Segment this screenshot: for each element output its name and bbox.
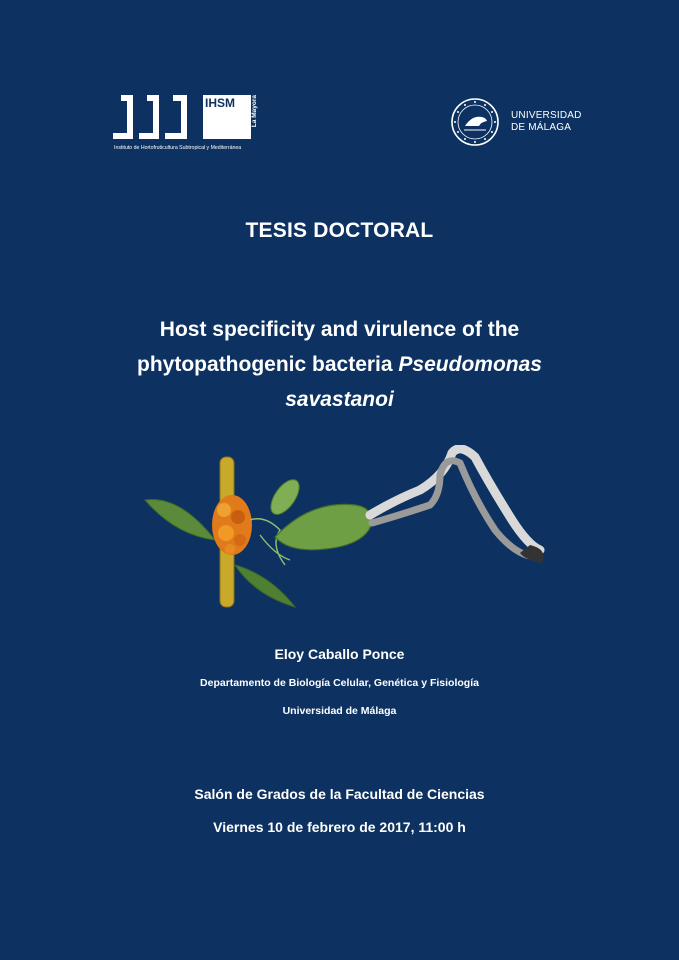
author-name: Eloy Caballo Ponce [274, 646, 405, 662]
thesis-illustration [140, 445, 550, 615]
department: Departamento de Biología Celular, Genética y Fisiología [200, 677, 479, 689]
document-type: TESIS DOCTORAL [245, 219, 434, 242]
ihsm-caption: Instituto de Hortofruticultura Subtropical y Mediterránea [114, 145, 242, 151]
title-line-2-prefix: phytopathogenic bacteria [137, 353, 393, 376]
olive-knot [212, 495, 252, 555]
dna-helix [370, 449, 540, 557]
title-line-2 [0, 347, 679, 382]
title-species-genus: Pseudomonas [398, 353, 542, 376]
university: Universidad de Málaga [282, 705, 397, 717]
olive-leaf-lower [235, 565, 295, 607]
uma-seal-icon [450, 97, 500, 147]
ihsm-side-text: La Mayora [251, 95, 258, 128]
defense-date: Viernes 10 de febrero de 2017, 11:00 h [213, 819, 466, 835]
thesis-title [0, 312, 679, 417]
uma-name-line2: DE MÁLAGA [511, 122, 572, 133]
uma-name [511, 110, 582, 134]
uma-name-line1: UNIVERSIDAD [511, 110, 582, 121]
title-line-3: savastanoi [285, 388, 394, 411]
olive-leaf-left [145, 500, 215, 541]
large-bacterium [275, 504, 372, 549]
title-line-1: Host specificity and virulence of the [159, 318, 520, 341]
ihsm-acronym: IHSM [205, 96, 235, 110]
defense-venue: Salón de Grados de la Facultad de Ciencias [194, 786, 485, 802]
small-bacterium [265, 475, 304, 519]
